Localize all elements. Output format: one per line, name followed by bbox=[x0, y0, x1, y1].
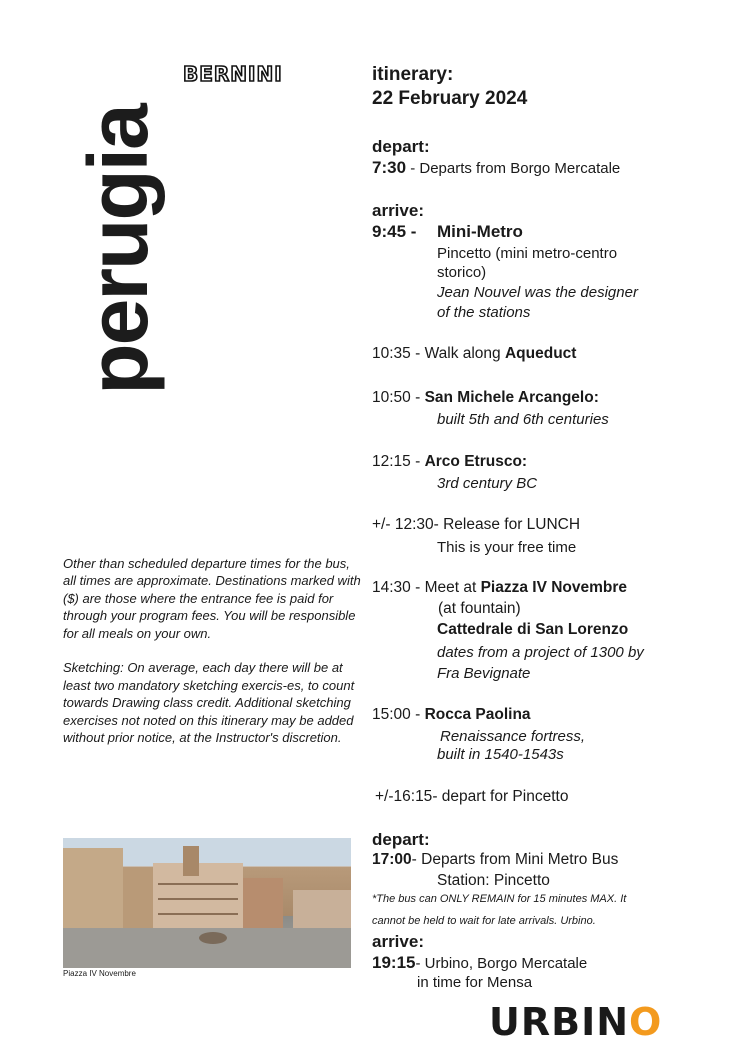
depart-line bbox=[372, 158, 620, 178]
stop-name: Rocca Paolina bbox=[424, 706, 531, 723]
page-title-vertical: perugia bbox=[71, 105, 165, 395]
time: 15:00 bbox=[372, 706, 411, 723]
itinerary-label: itinerary: bbox=[372, 64, 454, 85]
time: +/- 12:30 bbox=[372, 516, 434, 533]
time: 19:15 bbox=[372, 953, 416, 972]
text: - Departs from Mini Metro Bus bbox=[411, 851, 619, 868]
itinerary-item bbox=[375, 788, 568, 806]
stop-detail: Renaissance fortress, bbox=[440, 728, 586, 745]
text: - Walk along bbox=[410, 345, 505, 362]
time: 9:45 - bbox=[372, 222, 417, 241]
stop-detail: 3rd century BC bbox=[437, 475, 538, 492]
photo-caption: Piazza IV Novembre bbox=[63, 969, 136, 978]
stop-detail: of the stations bbox=[437, 304, 531, 321]
text: - bbox=[410, 453, 425, 470]
text: - Release for LUNCH bbox=[433, 516, 581, 533]
stop-name: Piazza IV Novembre bbox=[480, 579, 628, 596]
stop-name: Aqueduct bbox=[504, 345, 577, 362]
text: - Urbino, Borgo Mercatale bbox=[415, 955, 588, 972]
arrive-label: arrive: bbox=[372, 201, 424, 220]
notes-block bbox=[63, 555, 363, 764]
stop-detail: storico) bbox=[437, 264, 487, 281]
piazza-photo bbox=[63, 838, 351, 968]
stop-detail: This is your free time bbox=[437, 539, 577, 556]
depart-detail: Station: Pincetto bbox=[437, 872, 550, 889]
time: 14:30 bbox=[372, 579, 411, 596]
stop-detail: built in 1540-1543s bbox=[437, 746, 564, 763]
bernini-logo: BERNINI bbox=[183, 62, 283, 86]
arrive-line bbox=[372, 953, 587, 973]
stop-name: San Michele Arcangelo: bbox=[424, 389, 599, 406]
itinerary-item bbox=[372, 516, 580, 534]
stop-name: Cattedrale di San Lorenzo bbox=[437, 621, 629, 638]
stop-name: Arco Etrusco: bbox=[424, 453, 528, 470]
time: +/-16:15 bbox=[375, 788, 433, 805]
itinerary-item bbox=[372, 345, 576, 363]
text: - Meet at bbox=[410, 579, 481, 596]
stop-detail: Fra Bevignate bbox=[437, 665, 531, 682]
depart-label: depart: bbox=[372, 830, 430, 849]
bus-note: *The bus can ONLY REMAIN for 15 minutes MAX. It bbox=[372, 893, 627, 905]
time: 10:35 bbox=[372, 345, 411, 362]
text: - bbox=[410, 706, 425, 723]
depart-label: depart: bbox=[372, 137, 430, 156]
piazza-illustration bbox=[63, 838, 351, 968]
urbino-logo bbox=[489, 1000, 662, 1044]
notes-paragraph: Other than scheduled departure times for the bus, all times are approximate. Destinations marked with ($) are those where the entrance fee is paid for through your program fees. You will be responsible for all meals on your own. bbox=[63, 556, 361, 641]
time: 12:15 bbox=[372, 453, 411, 470]
text: - bbox=[410, 389, 425, 406]
depart-line bbox=[372, 851, 618, 869]
itinerary-item bbox=[372, 706, 531, 724]
text: - depart for Pincetto bbox=[432, 788, 569, 805]
stop-detail: Pincetto (mini metro-centro bbox=[437, 245, 618, 262]
stop-detail: Jean Nouvel was the designer bbox=[437, 284, 638, 301]
logo-accent: O bbox=[629, 1000, 663, 1044]
time: 10:50 bbox=[372, 389, 411, 406]
itinerary-item bbox=[372, 579, 627, 597]
arrive-label: arrive: bbox=[372, 932, 424, 951]
stop-detail: (at fountain) bbox=[438, 600, 521, 617]
sketching-paragraph: Sketching: On average, each day there will be at least two mandatory sketching exercis-es, to count towards Drawing class credit. Additional sketching exercises not noted on this itinerary may be added without prior notice, at the Instructor's discretion. bbox=[63, 660, 355, 746]
stop-name: Mini-Metro bbox=[437, 222, 523, 241]
arrive-detail: in time for Mensa bbox=[417, 974, 533, 991]
logo-text: URBIN bbox=[489, 1000, 630, 1044]
time: 7:30 bbox=[372, 158, 407, 177]
bus-note: cannot be held to wait for late arrivals. Urbino. bbox=[372, 915, 596, 927]
itinerary-item bbox=[372, 389, 599, 407]
itinerary-item bbox=[372, 453, 527, 471]
stop-detail: dates from a project of 1300 by bbox=[437, 644, 644, 661]
time: 17:00 bbox=[372, 851, 412, 868]
text: - Departs from Borgo Mercatale bbox=[406, 160, 621, 177]
stop-detail: built 5th and 6th centuries bbox=[437, 411, 609, 428]
itinerary-date: 22 February 2024 bbox=[372, 88, 528, 109]
